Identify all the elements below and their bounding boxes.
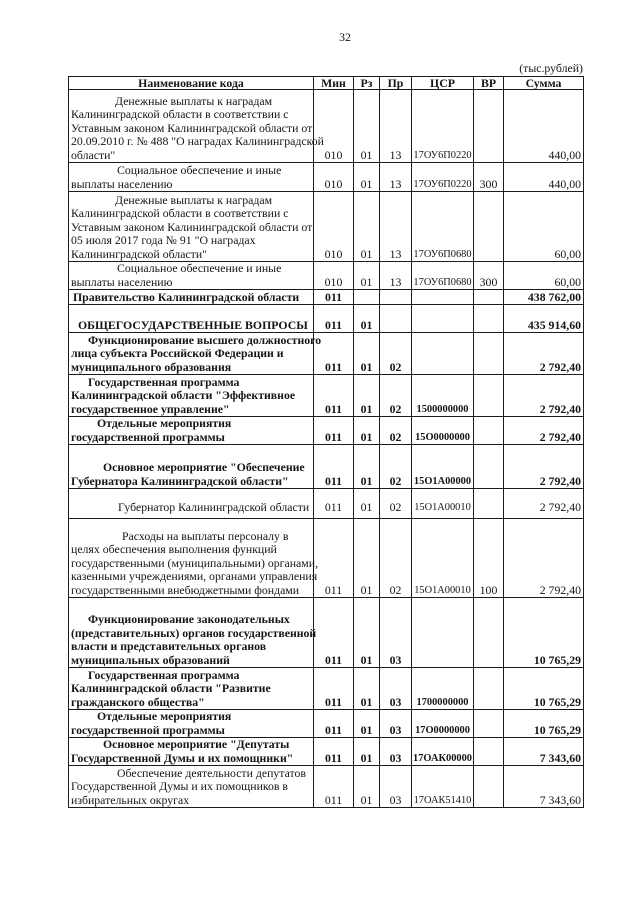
target-article-code: 15О1А00010 xyxy=(412,489,474,519)
subsection-code: 03 xyxy=(380,766,412,808)
subsection-code: 02 xyxy=(380,417,412,445)
subsection-code: 13 xyxy=(380,192,412,262)
subsection-code: 02 xyxy=(380,375,412,417)
amount: 7 343,60 xyxy=(504,738,584,766)
expense-type-code xyxy=(474,192,504,262)
amount: 60,00 xyxy=(504,262,584,290)
target-article-code: 17ОАК51410 xyxy=(412,766,474,808)
amount: 2 792,40 xyxy=(504,519,584,598)
item-name: ОБЩЕГОСУДАРСТВЕННЫЕ ВОПРОСЫ xyxy=(69,305,314,333)
amount: 2 792,40 xyxy=(504,445,584,489)
amount: 10 765,29 xyxy=(504,668,584,710)
expense-type-code xyxy=(474,375,504,417)
subsection-code: 03 xyxy=(380,710,412,738)
expense-type-code xyxy=(474,489,504,519)
table-row xyxy=(69,90,584,163)
item-name: Обеспечение деятельности депутатов Государственной Думы и их помощников в избирательных округах xyxy=(69,766,314,808)
ministry-code: 011 xyxy=(314,290,354,305)
page-number: 32 xyxy=(339,30,351,44)
table-row xyxy=(69,738,584,766)
subsection-code: 13 xyxy=(380,163,412,192)
expense-type-code: 300 xyxy=(474,163,504,192)
item-name: Государственная программа Калининградской области "Эффективное государственное управление" xyxy=(69,375,314,417)
target-article-code: 17ОУ6П0220 xyxy=(412,90,474,163)
section-code: 01 xyxy=(354,598,380,668)
expense-type-code xyxy=(474,445,504,489)
target-article-code: 1500000000 xyxy=(412,375,474,417)
ministry-code: 011 xyxy=(314,375,354,417)
item-name: Основное мероприятие "Депутаты Государственной Думы и их помощники" xyxy=(69,738,314,766)
item-name: Денежные выплаты к наградам Калининградской области в соответствии с Уставным законом Калининградской области от 05 июля 2017 года № 91 "О наградах Калининградской области" xyxy=(71,192,313,261)
target-article-code: 17ОУ6П0220 xyxy=(412,163,474,192)
table-row xyxy=(69,445,584,489)
expense-type-code xyxy=(474,710,504,738)
ministry-code: 011 xyxy=(314,305,354,333)
ministry-code: 011 xyxy=(314,710,354,738)
expense-type-code: 100 xyxy=(474,519,504,598)
section-code xyxy=(354,290,380,305)
table-row xyxy=(69,192,584,262)
item-name: Государственная программа Калининградской области "Развитие гражданского общества" xyxy=(69,668,314,710)
amount: 60,00 xyxy=(504,192,584,262)
target-article-code: 17ОУ6П0680 xyxy=(412,192,474,262)
target-article-code xyxy=(412,290,474,305)
ministry-code: 010 xyxy=(314,90,354,163)
table-row xyxy=(69,163,584,192)
subsection-code: 03 xyxy=(380,668,412,710)
section-code: 01 xyxy=(354,417,380,445)
subsection-code: 03 xyxy=(380,598,412,668)
target-article-code: 17ОУ6П0680 xyxy=(412,262,474,290)
item-name: Отдельные мероприятия государственной программы xyxy=(69,710,314,738)
section-code: 01 xyxy=(354,738,380,766)
section-code: 01 xyxy=(354,192,380,262)
target-article-code: 17ОАК00000 xyxy=(412,738,474,766)
item-name: Правительство Калининградской области xyxy=(69,290,314,305)
amount: 2 792,40 xyxy=(504,417,584,445)
subsection-code xyxy=(380,305,412,333)
table-row xyxy=(69,375,584,417)
subsection-code: 13 xyxy=(380,262,412,290)
ministry-code: 011 xyxy=(314,333,354,375)
expense-type-code xyxy=(474,290,504,305)
section-code: 01 xyxy=(354,489,380,519)
section-code: 01 xyxy=(354,163,380,192)
target-article-code: 17О0000000 xyxy=(412,710,474,738)
header-name: Наименование кода xyxy=(69,77,314,90)
section-code: 01 xyxy=(354,668,380,710)
subsection-code: 02 xyxy=(380,489,412,519)
table-row xyxy=(69,333,584,375)
item-name: Отдельные мероприятия государственной программы xyxy=(69,417,314,445)
expense-type-code xyxy=(474,417,504,445)
target-article-code xyxy=(412,598,474,668)
ministry-code: 011 xyxy=(314,445,354,489)
section-code: 01 xyxy=(354,333,380,375)
table-row xyxy=(69,305,584,333)
expense-type-code xyxy=(474,305,504,333)
expense-type-code xyxy=(474,333,504,375)
ministry-code: 011 xyxy=(314,766,354,808)
expense-type-code xyxy=(474,738,504,766)
subsection-code: 02 xyxy=(380,333,412,375)
expense-type-code xyxy=(474,766,504,808)
header-expense-type: ВР xyxy=(474,77,504,90)
header-target-code: ЦСР xyxy=(412,77,474,90)
table-row xyxy=(69,710,584,738)
item-name: Основное мероприятие "Обеспечение Губернатора Калининградской области" xyxy=(69,445,314,489)
subsection-code: 13 xyxy=(380,90,412,163)
ministry-code: 011 xyxy=(314,738,354,766)
target-article-code xyxy=(412,333,474,375)
item-name: Социальное обеспечение и иные выплаты населению xyxy=(69,163,314,192)
amount: 10 765,29 xyxy=(504,710,584,738)
item-name: Функционирование высшего должностного лица субъекта Российской Федерации и муниципального образования xyxy=(71,332,322,374)
subsection-code: 02 xyxy=(380,519,412,598)
expense-type-code xyxy=(474,90,504,163)
ministry-code: 011 xyxy=(314,489,354,519)
table-row xyxy=(69,417,584,445)
amount: 440,00 xyxy=(504,163,584,192)
table-row xyxy=(69,519,584,598)
ministry-code: 010 xyxy=(314,262,354,290)
header-subsection: Пр xyxy=(380,77,412,90)
table-row xyxy=(69,262,584,290)
item-name: Функционирование законодательных (представительных) органов государственной власти и представительных органов муниципальных образований xyxy=(69,598,314,668)
header-amount: Сумма xyxy=(504,77,584,90)
subsection-code: 03 xyxy=(380,738,412,766)
budget-table xyxy=(68,76,584,808)
section-code: 01 xyxy=(354,710,380,738)
item-name: Социальное обеспечение и иные выплаты населению xyxy=(69,262,314,290)
subsection-code: 02 xyxy=(380,445,412,489)
ministry-code: 010 xyxy=(314,192,354,262)
section-code: 01 xyxy=(354,262,380,290)
ministry-code: 011 xyxy=(314,417,354,445)
item-name: Денежные выплаты к наградам Калининградской области в соответствии с Уставным законом Калининградской области от 20.09.2010 г. № 488 "О наградах Калининградской области" xyxy=(69,90,314,163)
amount: 2 792,40 xyxy=(504,333,584,375)
section-code: 01 xyxy=(354,766,380,808)
expense-type-code xyxy=(474,598,504,668)
target-article-code: 1700000000 xyxy=(412,668,474,710)
target-article-code: 15О1А00010 xyxy=(412,519,474,598)
header-section: Рз xyxy=(354,77,380,90)
item-name: Губернатор Калининградской области xyxy=(69,489,314,519)
amount: 2 792,40 xyxy=(504,375,584,417)
expense-type-code: 300 xyxy=(474,262,504,290)
amount: 2 792,40 xyxy=(504,489,584,519)
section-code: 01 xyxy=(354,375,380,417)
amount: 438 762,00 xyxy=(504,290,584,305)
ministry-code: 011 xyxy=(314,668,354,710)
units-label: (тыс.рублей) xyxy=(519,61,583,75)
ministry-code: 011 xyxy=(314,519,354,598)
ministry-code: 010 xyxy=(314,163,354,192)
amount: 435 914,60 xyxy=(504,305,584,333)
target-article-code xyxy=(412,305,474,333)
item-name: Расходы на выплаты персоналу в целях обеспечения выполнения функций государственными (муниципальными) органами, казенными учреждениями, органами управления государственными внебюджетными фондами xyxy=(69,519,314,598)
table-row xyxy=(69,290,584,305)
table-row xyxy=(69,668,584,710)
expense-type-code xyxy=(474,668,504,710)
table-header-row xyxy=(69,77,584,90)
target-article-code: 15О0000000 xyxy=(412,417,474,445)
amount: 7 343,60 xyxy=(504,766,584,808)
section-code: 01 xyxy=(354,445,380,489)
table-row xyxy=(69,489,584,519)
amount: 440,00 xyxy=(504,90,584,163)
table-row xyxy=(69,598,584,668)
section-code: 01 xyxy=(354,305,380,333)
ministry-code: 011 xyxy=(314,598,354,668)
target-article-code: 15О1А00000 xyxy=(412,445,474,489)
subsection-code xyxy=(380,290,412,305)
amount: 10 765,29 xyxy=(504,598,584,668)
section-code: 01 xyxy=(354,90,380,163)
section-code: 01 xyxy=(354,519,380,598)
header-ministry: Мин xyxy=(314,77,354,90)
table-row xyxy=(69,766,584,808)
